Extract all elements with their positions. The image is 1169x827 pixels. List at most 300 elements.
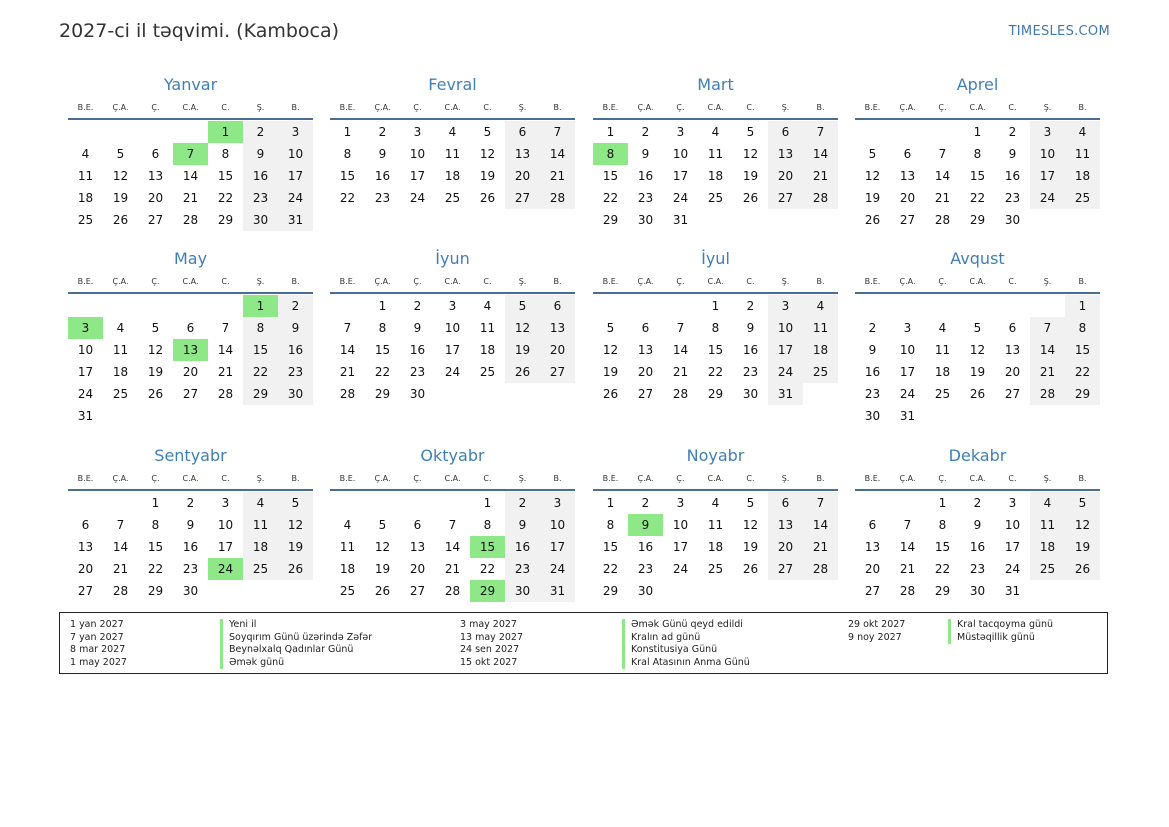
day-cell: 9 [243,143,278,165]
day-cell-empty [803,209,838,231]
day-cell-empty [995,295,1030,317]
day-cell: 29 [147,584,164,598]
weekday-label: Ç.A. [112,102,129,112]
holiday-date: 24 sen 2027 [460,644,520,655]
day-cell: 14 [934,169,951,183]
day-cell: 27 [899,213,916,227]
holiday-name: Kral Atasının Anma Günü [622,657,750,670]
day-cell: 25 [112,387,129,401]
weekday-label: C. [1008,473,1017,483]
day-cell: 10 [217,518,234,532]
weekday-label: B. [816,102,825,112]
day-cell-empty [435,492,470,514]
day-cell-empty [470,383,505,405]
day-cell: 11 [934,343,951,357]
month-name: Yanvar [163,75,218,94]
day-cell: 23 [278,361,313,383]
day-cell: 20 [768,165,803,187]
day-cell: 9 [641,147,650,161]
day-cell: 16 [374,169,391,183]
day-cell: 29 [1065,383,1100,405]
day-cell: 31 [899,409,916,423]
day-cell: 7 [1030,317,1065,339]
week-row [330,187,575,209]
day-cell: 10 [278,143,313,165]
day-cell: 27 [409,584,426,598]
day-cell: 23 [243,187,278,209]
day-cell: 6 [768,492,803,514]
day-cell: 30 [742,387,759,401]
day-cell: 7 [803,121,838,143]
day-cell: 16 [969,540,986,554]
day-cell-empty [663,295,698,317]
weekday-header [68,270,313,294]
day-cell: 24 [540,558,575,580]
weekday-label: Ş. [1043,276,1052,286]
day-cell: 1 [243,295,278,317]
day-cell: 18 [339,562,356,576]
week-row [330,492,575,514]
weekday-label: Ç.A. [899,102,916,112]
day-cell: 28 [540,187,575,209]
month-name: Avqust [950,249,1005,268]
day-cell: 15 [707,343,724,357]
day-cell: 5 [1065,492,1100,514]
day-cell: 25 [339,584,356,598]
weekday-label: Ç.A. [899,276,916,286]
legend-item [460,657,750,670]
legend-item [848,619,1053,632]
day-cell-empty [103,405,138,427]
day-cell-empty [855,492,890,514]
weekday-header [330,467,575,491]
day-cell: 3 [540,492,575,514]
day-cell: 23 [1004,191,1021,205]
day-cell: 18 [707,169,724,183]
day-cell: 22 [602,191,619,205]
day-cell: 3 [413,125,422,139]
day-cell: 14 [217,343,234,357]
day-cell: 13 [768,143,803,165]
day-cell-empty [1030,209,1065,231]
month-yanvar [68,74,313,231]
day-cell: 19 [505,339,540,361]
day-cell: 1 [343,125,352,139]
holiday-name: Kral tacqoyma günü [948,619,1053,632]
day-cell: 27 [77,584,94,598]
weekday-label: B.E. [77,102,94,112]
day-cell: 14 [112,540,129,554]
day-cell-empty [173,121,208,143]
day-cell: 11 [243,514,278,536]
day-cell: 10 [672,518,689,532]
week-row [330,536,575,558]
week-row [593,514,838,536]
day-cell: 6 [186,321,195,335]
day-cell: 21 [1030,361,1065,383]
weekday-label: Ç. [413,473,422,483]
day-cell-empty [278,580,313,602]
day-cell: 17 [444,343,461,357]
day-cell-empty [243,405,278,427]
day-cell: 2 [973,496,982,510]
day-cell: 26 [505,361,540,383]
day-cell: 23 [969,562,986,576]
week-row [593,492,838,514]
day-cell-empty [208,580,243,602]
week-row [68,209,313,231]
day-cell: 4 [81,147,90,161]
weekday-label: B. [291,276,300,286]
day-cell: 29 [374,387,391,401]
day-cell-empty [173,295,208,317]
weekday-label: B. [816,473,825,483]
day-cell: 12 [969,343,986,357]
day-cell: 17 [409,169,426,183]
day-cell: 30 [409,387,426,401]
weekday-header [855,96,1100,120]
day-cell-empty [768,209,803,231]
day-cell: 25 [243,558,278,580]
day-cell: 11 [339,540,356,554]
holiday-legend [59,612,1108,674]
day-cell: 5 [606,321,615,335]
week-row [855,580,1100,602]
week-row [593,187,838,209]
month-name: Dekabr [948,446,1007,465]
day-cell: 27 [182,387,199,401]
weekday-label: B. [1078,276,1087,286]
weekday-label: Ç. [413,102,422,112]
day-cell: 21 [899,562,916,576]
day-cell: 9 [505,514,540,536]
day-cell: 29 [934,584,951,598]
day-cell: 17 [1030,165,1065,187]
week-row [855,121,1100,143]
weekday-label: C.A. [707,276,724,286]
day-cell: 11 [444,147,461,161]
weekday-label: B.E. [77,473,94,483]
day-cell: 27 [864,584,881,598]
legend-item [460,632,750,645]
month-dekabr [855,445,1100,602]
day-cell: 20 [409,562,426,576]
day-cell: 21 [803,536,838,558]
day-cell: 17 [540,536,575,558]
day-cell: 12 [1065,514,1100,536]
day-cell: 6 [903,147,912,161]
day-cell: 11 [707,518,724,532]
day-cell: 31 [672,213,689,227]
weekday-label: Ç.A. [637,276,654,286]
month-name: Oktyabr [420,446,485,465]
week-row [593,361,838,383]
day-cell: 22 [969,191,986,205]
day-cell-empty [698,209,733,231]
day-cell-empty [960,295,995,317]
week-row [593,383,838,405]
day-cell: 16 [742,343,759,357]
day-cell: 15 [217,169,234,183]
day-cell: 28 [444,584,461,598]
day-cell: 4 [116,321,125,335]
day-cell: 3 [768,295,803,317]
day-cell-empty [960,405,995,427]
day-cell: 15 [602,540,619,554]
weekday-label: B.E. [339,102,356,112]
day-cell: 2 [1008,125,1017,139]
weekday-label: C.A. [969,473,986,483]
holiday-name: Soyqırım Günü üzərində Zəfər [220,632,372,645]
week-row [593,558,838,580]
day-cell-empty [628,295,663,317]
week-row [593,295,838,317]
day-cell: 12 [505,317,540,339]
weekday-label: B. [1078,102,1087,112]
weekday-label: B. [553,473,562,483]
day-cell: 15 [374,343,391,357]
day-cell: 12 [742,518,759,532]
day-cell-empty [330,492,365,514]
day-cell: 16 [1004,169,1021,183]
day-cell: 13 [864,540,881,554]
day-cell: 15 [243,339,278,361]
day-cell: 17 [217,540,234,554]
day-cell: 26 [969,387,986,401]
day-cell: 13 [173,339,208,361]
day-cell: 7 [540,121,575,143]
weekday-label: B. [553,276,562,286]
day-cell-empty [890,121,925,143]
day-cell: 17 [1004,540,1021,554]
day-cell: 28 [112,584,129,598]
month-name: Fevral [428,75,477,94]
month-noyabr [593,445,838,602]
day-cell: 1 [483,496,492,510]
weekday-label: Ç.A. [637,473,654,483]
day-cell: 1 [606,496,615,510]
day-cell-empty [540,383,575,405]
day-cell: 22 [243,361,278,383]
day-cell: 20 [540,339,575,361]
day-cell: 24 [1030,187,1065,209]
weekday-label: Ç.A. [637,102,654,112]
day-cell-empty [1030,580,1065,602]
week-row [593,580,838,602]
day-cell: 9 [378,147,387,161]
day-cell: 12 [147,343,164,357]
day-cell: 6 [1008,321,1017,335]
day-cell: 30 [969,584,986,598]
legend-item [848,632,1053,645]
weekday-label: C. [221,276,230,286]
day-cell: 15 [470,536,505,558]
month-i̇yul [593,248,838,405]
week-row [68,339,313,361]
day-cell: 27 [768,187,803,209]
day-cell: 3 [448,299,457,313]
day-cell: 9 [628,514,663,536]
day-cell: 18 [934,365,951,379]
day-cell: 24 [672,562,689,576]
day-cell: 11 [479,321,496,335]
weekday-label: Ş. [781,276,790,286]
day-cell-empty [103,295,138,317]
holiday-name: Beynəlxalq Qadınlar Günü [220,644,353,657]
weekday-label: Ç. [676,276,685,286]
weekday-label: C.A. [182,102,199,112]
day-cell: 23 [374,191,391,205]
day-cell: 16 [505,536,540,558]
day-cell: 22 [339,191,356,205]
day-cell: 14 [803,143,838,165]
day-cell: 5 [151,321,160,335]
day-cell: 18 [444,169,461,183]
day-cell: 22 [934,562,951,576]
weekday-label: C. [483,276,492,286]
weekday-label: C. [746,102,755,112]
day-cell: 13 [637,343,654,357]
day-cell: 8 [606,518,615,532]
day-cell-empty [855,295,890,317]
day-cell: 6 [641,321,650,335]
weekday-label: C.A. [182,276,199,286]
day-cell: 24 [208,558,243,580]
week-row [593,165,838,187]
weekday-label: C.A. [444,102,461,112]
weekday-label: B.E. [339,473,356,483]
day-cell: 21 [217,365,234,379]
weekday-label: Ş. [518,473,527,483]
day-cell: 4 [938,321,947,335]
month-i̇yun [330,248,575,405]
day-cell: 10 [1030,143,1065,165]
weekday-label: Ç. [151,102,160,112]
day-cell: 13 [899,169,916,183]
day-cell: 20 [147,191,164,205]
day-cell: 19 [112,191,129,205]
weekday-label: Ç. [676,102,685,112]
month-name: İyul [701,249,730,268]
weekday-label: C.A. [969,276,986,286]
weekday-label: C. [483,473,492,483]
weekday-label: B.E. [602,276,619,286]
week-row [855,295,1100,317]
day-cell: 23 [742,365,759,379]
day-cell: 27 [147,213,164,227]
day-cell: 5 [746,496,755,510]
legend-column [70,619,372,669]
day-cell: 23 [637,191,654,205]
day-cell: 8 [343,147,352,161]
day-cell: 9 [746,321,755,335]
holiday-name: Yeni il [220,619,256,632]
week-row [593,317,838,339]
weekday-label: B. [291,102,300,112]
day-cell: 24 [899,387,916,401]
day-cell: 25 [479,365,496,379]
day-cell: 26 [742,562,759,576]
day-cell: 30 [1004,213,1021,227]
weekday-label: B. [553,102,562,112]
day-cell: 16 [278,339,313,361]
day-cell-empty [365,492,400,514]
month-name: Sentyabr [154,446,227,465]
day-cell: 6 [868,518,877,532]
day-cell: 27 [540,361,575,383]
day-cell: 2 [746,299,755,313]
week-row [68,165,313,187]
day-cell: 4 [1030,492,1065,514]
day-cell: 5 [505,295,540,317]
day-cell: 30 [864,409,881,423]
day-cell: 21 [934,191,951,205]
weekday-header [330,270,575,294]
week-row [330,317,575,339]
day-cell: 5 [483,125,492,139]
day-cell: 8 [593,143,628,165]
day-cell: 26 [602,387,619,401]
day-cell-empty [593,295,628,317]
day-cell: 14 [1030,339,1065,361]
day-cell: 11 [707,147,724,161]
day-cell: 10 [1004,518,1021,532]
weekday-label: Ş. [1043,473,1052,483]
day-cell: 14 [899,540,916,554]
day-cell: 26 [147,387,164,401]
day-cell: 27 [1004,387,1021,401]
day-cell: 12 [278,514,313,536]
day-cell: 10 [540,514,575,536]
weekday-label: B.E. [339,276,356,286]
weekday-label: Ş. [256,102,265,112]
month-oktyabr [330,445,575,602]
weekday-label: Ç.A. [112,276,129,286]
day-cell-empty [925,295,960,317]
day-cell: 20 [768,536,803,558]
day-cell: 15 [602,169,619,183]
brand-link[interactable]: TIMESLES.COM [1008,24,1110,39]
legend-item [70,657,372,670]
day-cell: 27 [768,558,803,580]
day-cell: 25 [934,387,951,401]
day-cell: 23 [864,387,881,401]
week-row [593,143,838,165]
day-cell: 26 [278,558,313,580]
day-cell: 27 [505,187,540,209]
day-cell: 31 [77,409,94,423]
day-cell: 13 [1004,343,1021,357]
day-cell: 7 [938,147,947,161]
day-cell: 23 [409,365,426,379]
week-row [68,514,313,536]
day-cell: 5 [973,321,982,335]
day-cell: 16 [409,343,426,357]
week-row [68,121,313,143]
weekday-label: C.A. [707,102,724,112]
day-cell: 18 [112,365,129,379]
day-cell: 8 [221,147,230,161]
week-row [855,536,1100,558]
day-cell: 31 [278,209,313,231]
day-cell: 18 [479,343,496,357]
day-cell: 2 [413,299,422,313]
weekday-label: Ç.A. [374,276,391,286]
weekday-label: C. [1008,276,1017,286]
day-cell: 3 [676,125,685,139]
day-cell: 19 [742,169,759,183]
day-cell: 22 [374,365,391,379]
